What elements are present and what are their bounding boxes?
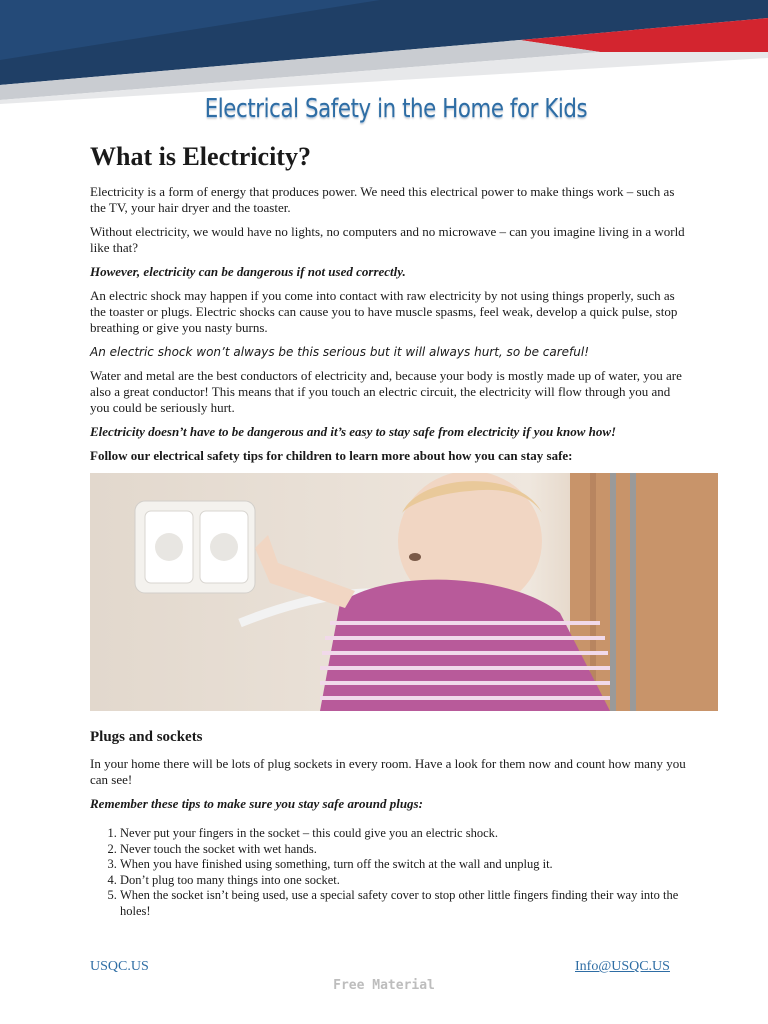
- section-what-is-electricity: [90, 142, 690, 472]
- tips-lead-paragraph: Follow our electrical safety tips for children to learn more about how you can stay safe:: [90, 448, 573, 463]
- section-title: Plugs and sockets: [90, 729, 203, 745]
- paragraph: Without electricity, we would have no lights, no computers and no microwave – can you imagine living in a world like that?: [90, 224, 685, 255]
- paragraph: Water and metal are the best conductors of electricity and, because your body is mostly made up of water, you are also a great conductor! This means that if you touch an electric circuit, the electricity will flow through you and you could be seriously hurt.: [90, 368, 682, 415]
- list-item: 5. When the socket isn’t being used, use a special safety cover to stop other little fingers finding their way into the holes!: [120, 888, 690, 919]
- section-title: What is Electricity?: [90, 142, 311, 171]
- website-link[interactable]: USQC.US: [90, 959, 149, 974]
- paragraph: An electric shock may happen if you come into contact with raw electricity by not using things properly, such as the toaster or plugs. Electric shocks can cause you to have muscle spasms, feel weak, develop a quick pulse, stop breathing or give you nasty burns.: [90, 288, 678, 335]
- paragraph: Electricity is a form of energy that produces power. We need this electrical power to make things work – such as the TV, your hair dryer and the toaster.: [90, 184, 675, 215]
- section-plugs-and-sockets: [90, 729, 690, 919]
- watermark: Free Material: [333, 978, 435, 993]
- tips-heading: Remember these tips to make sure you stay safe around plugs:: [90, 796, 423, 811]
- paragraph: In your home there will be lots of plug sockets in every room. Have a look for them now and count how many you can see!: [90, 756, 686, 787]
- list-item: 1. Never put your fingers in the socket – this could give you an electric shock.: [120, 826, 690, 842]
- list-item: 3. When you have finished using something, turn off the switch at the wall and unplug it.: [120, 857, 690, 873]
- warning-paragraph: However, electricity can be dangerous if not used correctly.: [90, 264, 406, 279]
- list-item: 4. Don’t plug too many things into one socket.: [120, 873, 690, 889]
- list-item: 2. Never touch the socket with wet hands.: [120, 842, 690, 858]
- tips-list: [90, 826, 690, 919]
- emphasis-paragraph: Electricity doesn’t have to be dangerous and it’s easy to stay safe from electricity if you know how!: [90, 424, 617, 439]
- caution-paragraph: An electric shock won’t always be this serious but it will always hurt, so be careful!: [90, 345, 590, 359]
- email-link[interactable]: Info@USQC.US: [575, 959, 670, 974]
- document-title: Electrical Safety in the Home for Kids: [204, 94, 588, 124]
- child-touching-socket-photo: [90, 473, 718, 711]
